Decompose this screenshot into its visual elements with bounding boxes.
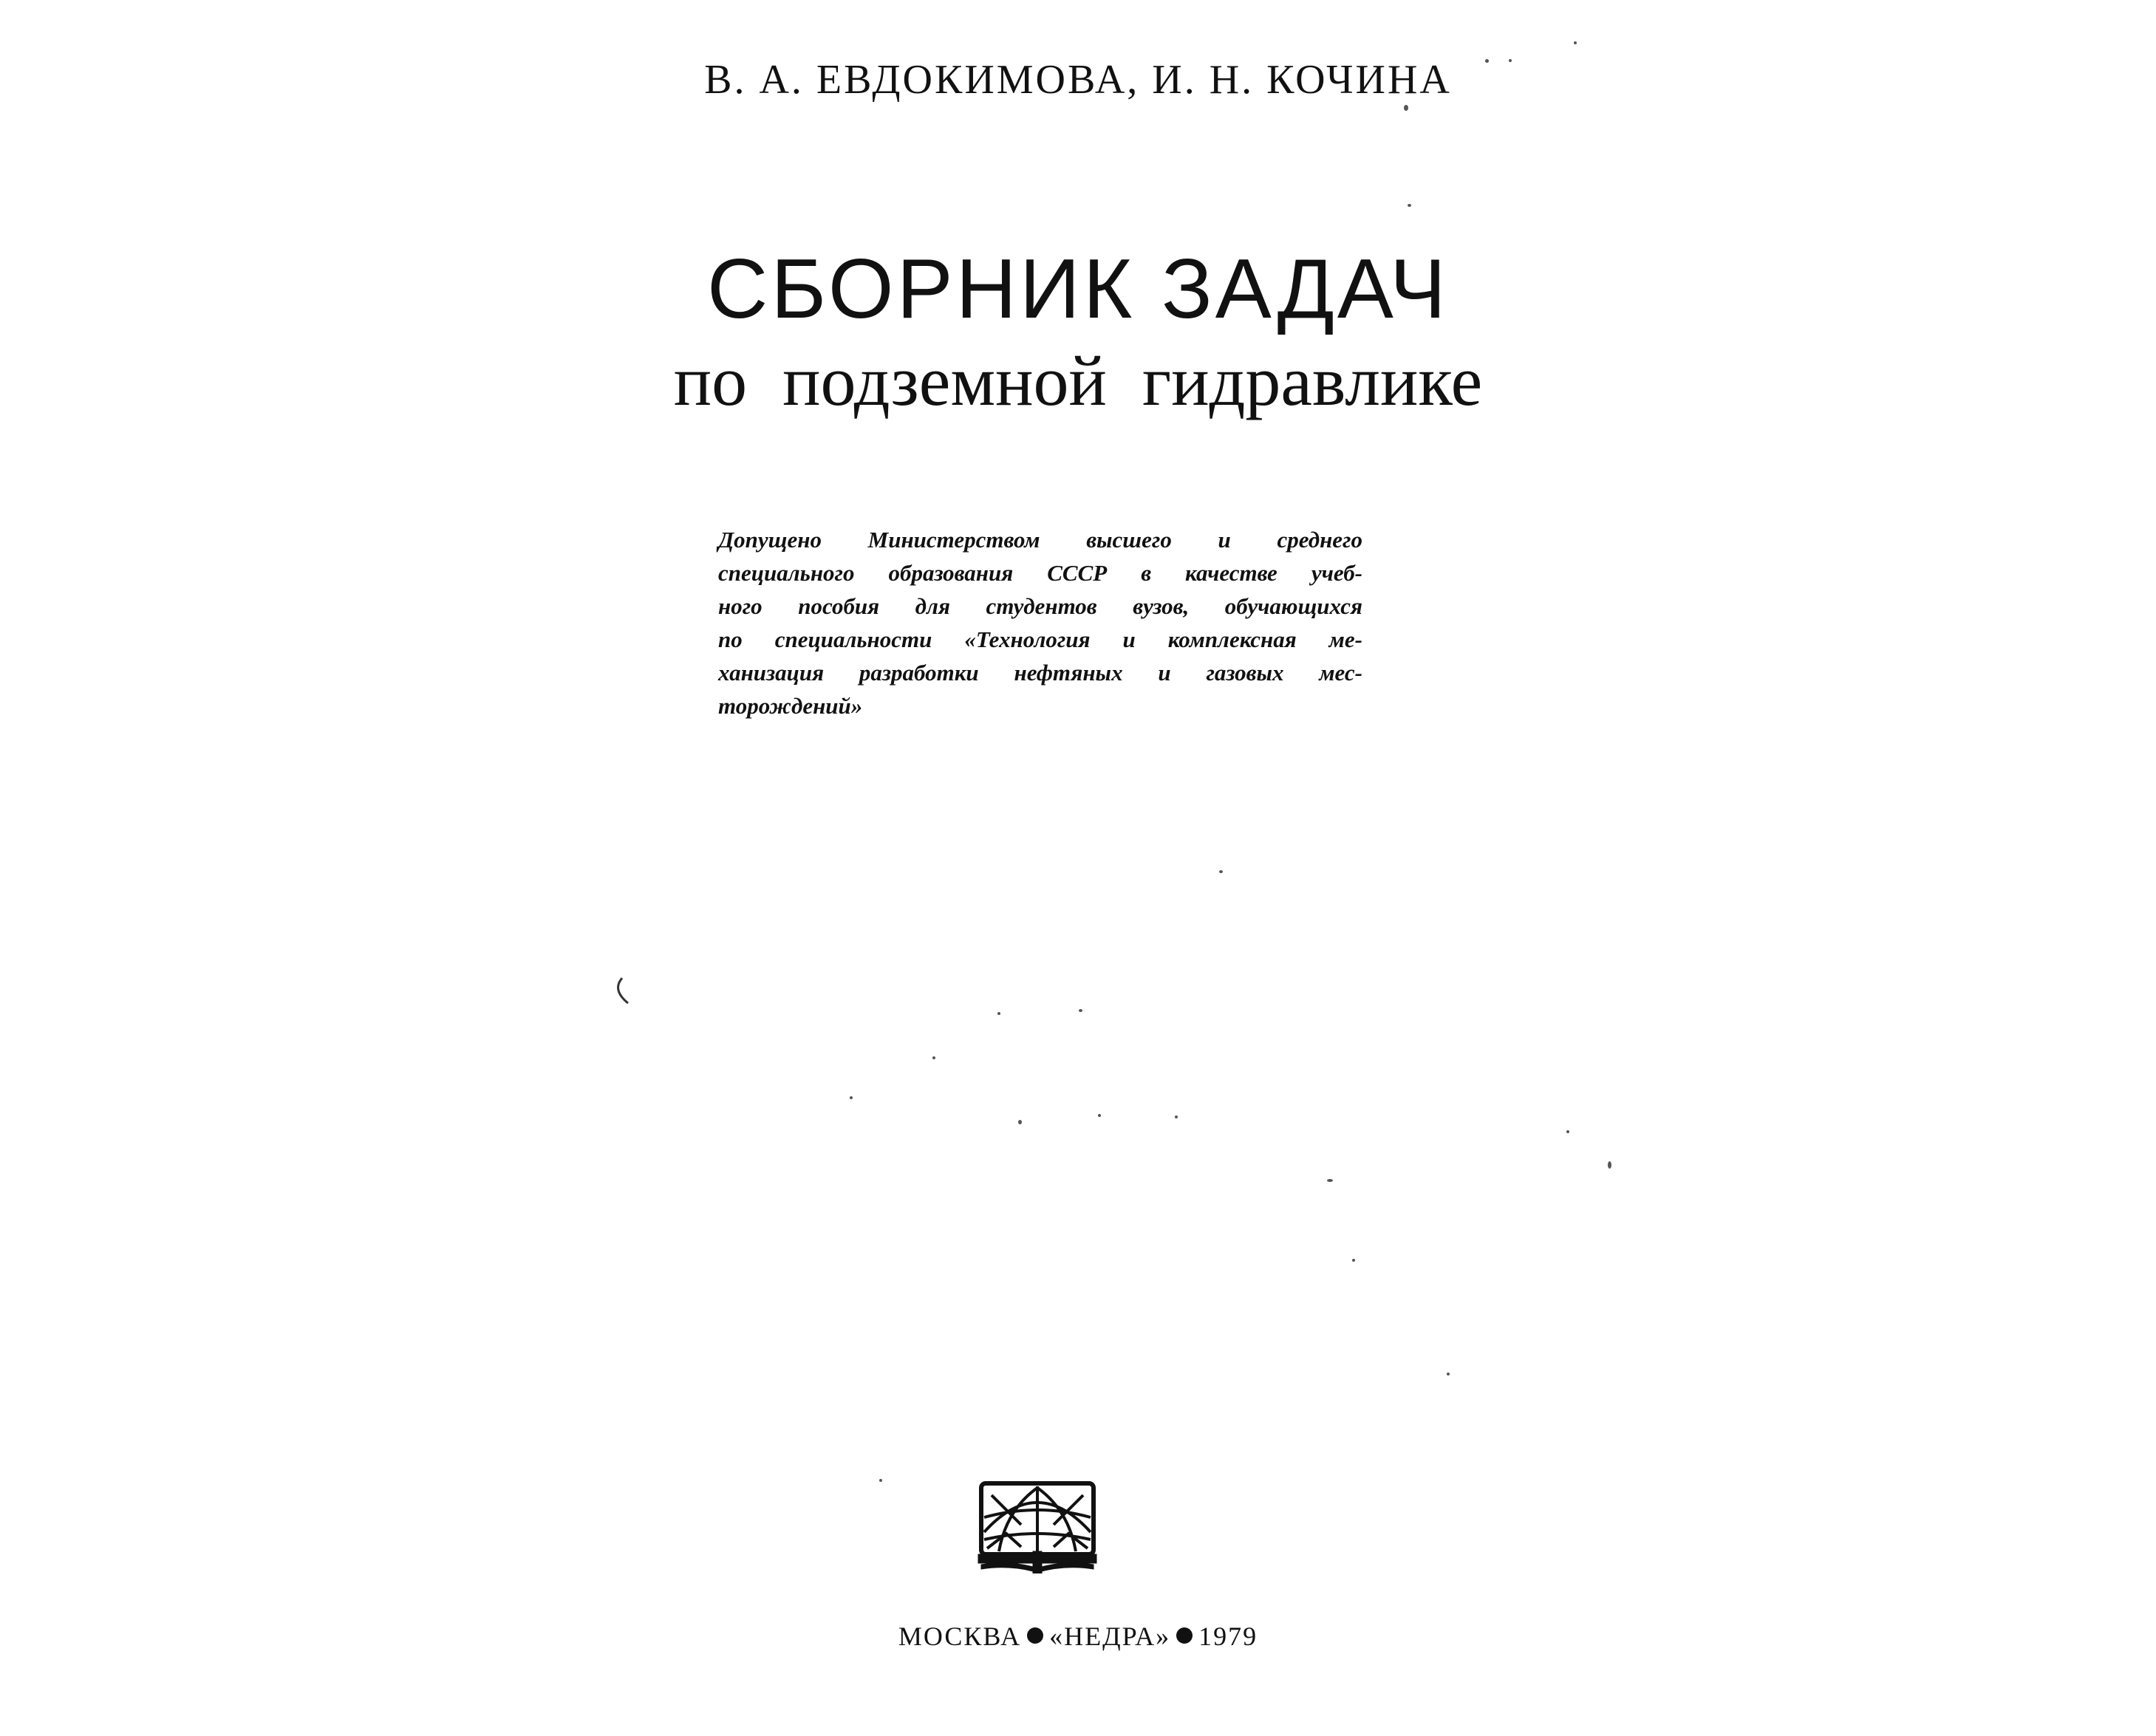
approval-note [718, 523, 1362, 722]
scan-speck [1079, 1009, 1082, 1012]
scan-speck [1509, 59, 1512, 62]
nedra-publisher-logo-icon [977, 1480, 1098, 1573]
scan-speck [1574, 41, 1577, 44]
authors: В. А. ЕВДОКИМОВА, И. Н. КОЧИНА [704, 57, 1452, 103]
book-title: СБОРНИК ЗАДАЧ [707, 242, 1449, 336]
scan-speck [932, 1056, 935, 1059]
book-subtitle: по подземной гидравлике [673, 341, 1483, 420]
approval-line: Допущено Министерством высшего и среднего [718, 527, 1362, 553]
imprint [0, 1618, 2156, 1655]
bullet-icon [1176, 1627, 1193, 1644]
scan-speck [1175, 1115, 1178, 1118]
approval-line: по специальности «Технология и комплексная ме- [718, 626, 1362, 652]
scan-speck [850, 1096, 853, 1099]
imprint-year: 1979 [1198, 1621, 1258, 1651]
approval-line: специального образования СССР в качестве учеб- [718, 560, 1362, 586]
scan-speck [1404, 105, 1408, 111]
scan-speck [879, 1479, 882, 1482]
approval-line: ханизация разработки нефтяных и газовых мес- [718, 660, 1362, 686]
scan-speck [1566, 1130, 1569, 1133]
approval-line: ного пособия для студентов вузов, обучающихся [718, 593, 1362, 619]
scan-speck [1408, 204, 1411, 207]
scan-speck [1018, 1120, 1022, 1124]
scan-speck [1219, 870, 1223, 873]
scan-speck [1608, 1161, 1611, 1169]
bullet-icon [1027, 1627, 1043, 1644]
scan-speck [1447, 1373, 1450, 1376]
scan-speck [1327, 1179, 1333, 1182]
scan-mark [610, 975, 632, 1008]
approval-line: торождений» [718, 693, 863, 719]
scan-speck [997, 1012, 1000, 1015]
scan-speck [1098, 1114, 1101, 1117]
scan-speck [1352, 1259, 1355, 1262]
scan-speck [1485, 59, 1489, 63]
imprint-city: МОСКВА [898, 1621, 1022, 1651]
imprint-publisher: «НЕДРА» [1049, 1621, 1171, 1651]
